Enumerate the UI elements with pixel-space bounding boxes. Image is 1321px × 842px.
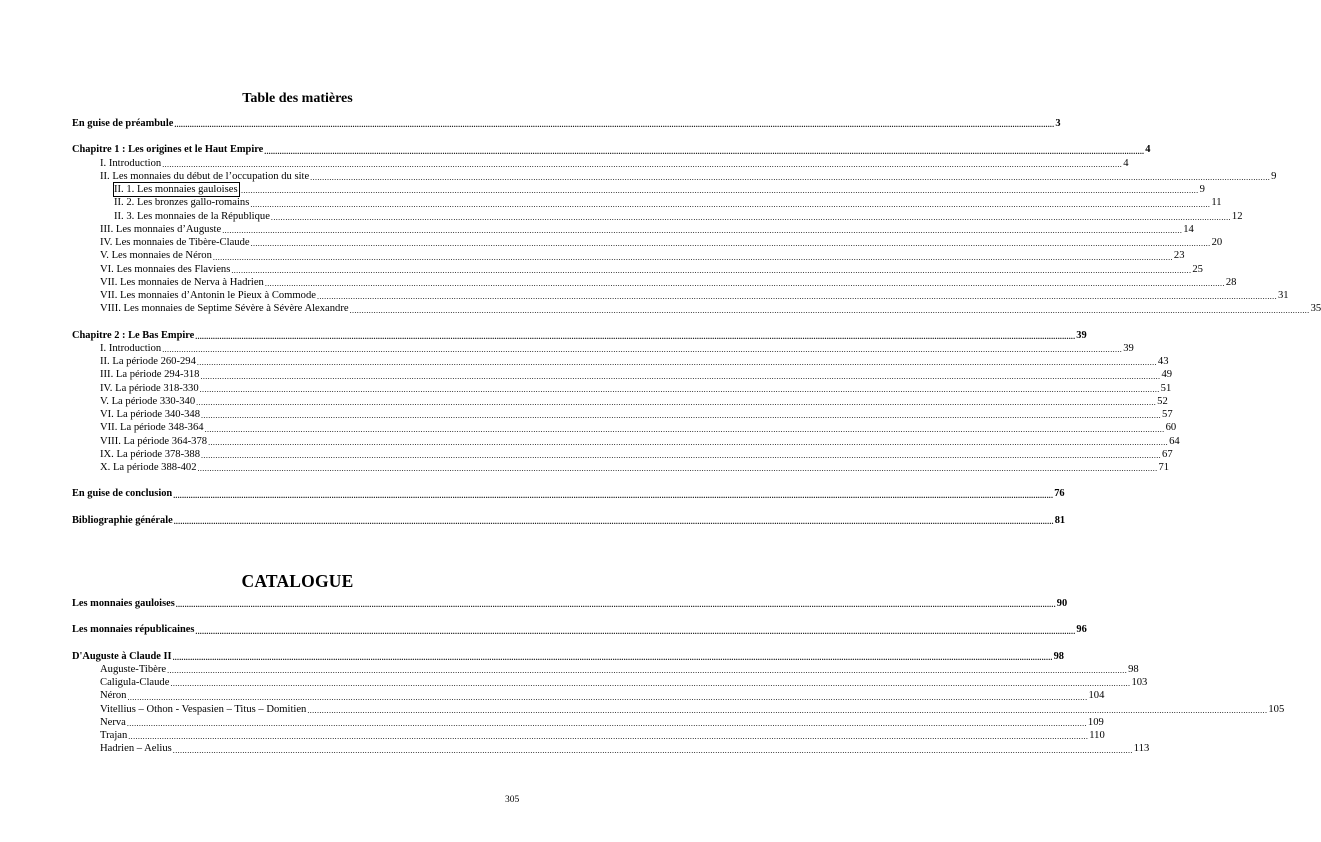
dot-leader: ................................................................................................................................................................................................................................................................................................................................................................................................................ [172,652,1053,662]
toc-entry-label: IV. Les monnaies de Tibère-Claude [100,237,250,248]
toc-entry-page: 49 [1161,369,1173,381]
toc-entry-label: Caligula-Claude [100,677,170,688]
dot-leader: ................................................................................................................................................................................................................................................................................................................................................................................................................ [175,600,1056,610]
toc-entry-page: 39 [1123,342,1134,354]
toc-entry[interactable] [72,302,1321,315]
toc-entry[interactable] [72,289,1289,302]
dot-leader: ................................................................................................................................................................................................................................................................................................................................................................................................................ [127,692,1088,702]
dot-leader: ................................................................................................................................................................................................................................................................................................................................................................................................................ [167,666,1128,675]
toc-entry-heading[interactable] [72,329,1087,342]
group-spacer [72,316,516,329]
dot-leader: ................................................................................................................................................................................................................................................................................................................................................................................................................ [126,719,1087,728]
toc-entry-heading[interactable] [72,623,1087,636]
toc-entry-page: 39 [1076,329,1087,341]
toc-list [72,117,1321,527]
dot-leader: ................................................................................................................................................................................................................................................................................................................................................................................................................ [264,146,1145,156]
toc-entry-label: En guise de préambule [72,118,174,129]
toc-entry[interactable] [72,183,1205,196]
toc-entry-page: 28 [1225,276,1237,288]
toc-entry-label: Les monnaies gauloises [72,598,175,609]
dot-leader: ................................................................................................................................................................................................................................................................................................................................................................................................................ [270,212,1231,222]
dot-leader: ................................................................................................................................................................................................................................................................................................................................................................................................................ [195,626,1076,636]
group-spacer [72,501,516,514]
toc-entry[interactable] [72,276,1237,289]
toc-entry[interactable] [72,716,1104,729]
toc-entry-page: 96 [1076,624,1087,636]
toc-entry-label: VII. Les monnaies de Nerva à Hadrien [100,276,264,288]
toc-entry-label: Hadrien – Aelius [100,743,172,755]
toc-entry-page: 31 [1277,290,1289,301]
toc-entry-label: II. La période 260-294 [100,356,196,367]
toc-entry-label: VI. La période 340-348 [100,409,201,420]
toc-entry-page: 98 [1053,650,1064,662]
toc-entry-page: 25 [1192,263,1203,275]
toc-entry-page: 60 [1165,422,1177,434]
toc-entry-page: 76 [1054,488,1065,500]
dot-leader: ................................................................................................................................................................................................................................................................................................................................................................................................................ [128,732,1089,742]
dot-leader: ................................................................................................................................................................................................................................................................................................................................................................................................................ [208,437,1169,447]
toc-entry[interactable] [72,676,1148,689]
toc-entry-page: 109 [1087,716,1104,728]
toc-entry-page: 23 [1173,250,1185,262]
toc-entry-page: 103 [1131,677,1148,688]
dot-leader: ................................................................................................................................................................................................................................................................................................................................................................................................................ [250,199,1211,209]
toc-entry-label: Les monnaies républicaines [72,624,195,636]
toc-entry-page: 14 [1183,223,1194,235]
toc-entry-page: 3 [1055,118,1061,129]
toc-entry[interactable] [72,170,1277,183]
dot-leader: ................................................................................................................................................................................................................................................................................................................................................................................................................ [162,159,1123,169]
toc-entry[interactable] [72,196,1222,209]
toc-entry-page: 4 [1123,157,1129,169]
toc-entry-label: D'Auguste à Claude II [72,650,172,662]
toc-entry[interactable] [72,663,1139,676]
toc-entry-page: 105 [1268,703,1285,715]
toc-entry-label: III. La période 294-318 [100,369,200,381]
group-spacer [72,637,516,650]
dot-leader: ................................................................................................................................................................................................................................................................................................................................................................................................................ [231,265,1192,275]
toc-entry-label: Bibliographie générale [72,514,173,526]
dot-leader: ................................................................................................................................................................................................................................................................................................................................................................................................................ [264,279,1225,288]
toc-entry-heading[interactable] [72,143,1151,156]
toc-entry-heading[interactable] [72,514,1066,527]
toc-entry-label: II. 1. Les monnaies gauloises [114,184,238,195]
toc-entry[interactable] [72,435,1180,448]
catalogue-title: CATALOGUE [241,571,354,591]
toc-entry[interactable] [72,210,1243,223]
toc-entry[interactable] [72,342,1134,355]
dot-leader: ................................................................................................................................................................................................................................................................................................................................................................................................................ [197,464,1158,474]
toc-title: Table des matières [242,91,353,106]
group-spacer [72,474,516,487]
toc-entry-page: 9 [1271,170,1277,182]
dot-leader: ................................................................................................................................................................................................................................................................................................................................................................................................................ [199,384,1160,394]
toc-entry[interactable] [72,236,1223,249]
toc-entry[interactable] [72,368,1173,381]
toc-entry-label: II. Les monnaies du début de l’occupation du site [100,170,310,182]
toc-entry-page: 4 [1145,144,1151,156]
toc-entry-label: En guise de conclusion [72,488,173,500]
dot-leader: ................................................................................................................................................................................................................................................................................................................................................................................................................ [204,424,1165,434]
toc-entry-page: 35 [1310,303,1321,315]
toc-entry-page: 98 [1128,663,1139,675]
toc-entry[interactable] [72,703,1285,716]
toc-entry[interactable] [72,249,1185,262]
dot-leader: ................................................................................................................................................................................................................................................................................................................................................................................................................ [222,226,1183,235]
toc-entry[interactable] [72,157,1129,170]
toc-entry-label: X. La période 388-402 [100,462,197,473]
toc-entry-page: 52 [1157,395,1168,407]
toc-entry-label: III. Les monnaies d’Auguste [100,223,222,235]
dot-leader: ................................................................................................................................................................................................................................................................................................................................................................................................................ [316,292,1277,302]
dot-leader: ................................................................................................................................................................................................................................................................................................................................................................................................................ [195,331,1076,341]
toc-entry[interactable] [72,382,1172,395]
toc-entry-page: 71 [1158,462,1170,473]
toc-entry-label: II. 2. Les bronzes gallo-romains [114,197,250,209]
toc-entry-label: VII. Les monnaies d’Antonin le Pieux à Commode [100,290,316,301]
dot-leader: ................................................................................................................................................................................................................................................................................................................................................................................................................ [173,516,1054,526]
toc-entry[interactable] [72,448,1173,461]
toc-entry-label: VIII. Les monnaies de Septime Sévère à Sévère Alexandre [100,303,349,315]
toc-entry[interactable] [72,461,1170,474]
dot-leader: ................................................................................................................................................................................................................................................................................................................................................................................................................ [196,398,1157,407]
toc-entry-label: Chapitre 1 : Les origines et le Haut Empire [72,144,264,156]
dot-leader: ................................................................................................................................................................................................................................................................................................................................................................................................................ [173,490,1054,500]
toc-entry-label: I. Introduction [100,342,162,354]
dot-leader: ................................................................................................................................................................................................................................................................................................................................................................................................................ [162,345,1123,354]
toc-entry-label: Auguste-Tibère [100,663,167,675]
toc-entry-page: 20 [1211,237,1223,248]
toc-entry-label: II. 3. Les monnaies de la République [114,210,270,222]
dot-leader: ................................................................................................................................................................................................................................................................................................................................................................................................................ [196,358,1157,368]
toc-entry-label: VIII. La période 364-378 [100,435,208,447]
toc-entry-heading[interactable] [72,597,1068,610]
toc-entry-heading[interactable] [72,487,1065,500]
toc-entry[interactable] [72,395,1168,408]
toc-entry-label: VI. Les monnaies des Flaviens [100,263,231,275]
dot-leader: ................................................................................................................................................................................................................................................................................................................................................................................................................ [310,173,1271,182]
toc-entry-page: 113 [1133,743,1150,755]
toc-entry-label: Trajan [100,730,128,741]
toc-entry[interactable] [72,408,1173,421]
toc-entry-heading[interactable] [72,650,1064,663]
toc-entry[interactable] [72,689,1105,702]
dot-leader: ................................................................................................................................................................................................................................................................................................................................................................................................................ [201,451,1162,460]
dot-leader: ................................................................................................................................................................................................................................................................................................................................................................................................................ [238,186,1199,196]
toc-entry-heading[interactable] [72,117,1061,130]
toc-entry-label: VII. La période 348-364 [100,422,204,434]
dot-leader: ................................................................................................................................................................................................................................................................................................................................................................................................................ [200,371,1161,381]
toc-entry[interactable] [72,421,1177,434]
catalogue-list [72,597,1285,756]
toc-entry-page: 12 [1231,210,1243,222]
toc-entry-page: 67 [1162,448,1173,460]
toc-entry-page: 43 [1157,356,1169,367]
toc-entry[interactable] [72,729,1105,742]
toc-entry-label: Nerva [100,716,126,728]
toc-entry-page: 104 [1088,690,1105,702]
toc-entry-page: 110 [1089,730,1105,741]
dot-leader: ................................................................................................................................................................................................................................................................................................................................................................................................................ [349,305,1310,315]
page-number: 305 [505,795,520,805]
toc-entry-page: 64 [1169,435,1180,447]
dot-leader: ................................................................................................................................................................................................................................................................................................................................................................................................................ [201,411,1162,421]
dot-leader: ................................................................................................................................................................................................................................................................................................................................................................................................................ [172,745,1133,755]
dot-leader: ................................................................................................................................................................................................................................................................................................................................................................................................................ [307,705,1268,715]
toc-entry-label: IX. La période 378-388 [100,448,201,460]
toc-entry[interactable] [72,263,1203,276]
toc-entry[interactable] [72,355,1169,368]
dot-leader: ................................................................................................................................................................................................................................................................................................................................................................................................................ [174,120,1055,130]
dot-leader: ................................................................................................................................................................................................................................................................................................................................................................................................................ [212,252,1173,262]
toc-entry[interactable] [72,742,1150,755]
toc-entry-label: Néron [100,690,127,702]
toc-entry-label: I. Introduction [100,157,162,169]
toc-entry-label: IV. La période 318-330 [100,382,199,394]
toc-entry-page: 81 [1054,514,1066,526]
toc-entry-page: 9 [1199,184,1205,195]
toc-entry[interactable] [72,223,1194,236]
toc-entry-page: 11 [1211,197,1222,209]
toc-entry-label: V. La période 330-340 [100,395,196,407]
dot-leader: ................................................................................................................................................................................................................................................................................................................................................................................................................ [250,239,1211,249]
toc-entry-label: Chapitre 2 : Le Bas Empire [72,329,195,341]
toc-entry-label: Vitellius – Othon - Vespasien – Titus – Domitien [100,703,307,715]
dot-leader: ................................................................................................................................................................................................................................................................................................................................................................................................................ [170,679,1131,689]
toc-entry-page: 90 [1056,598,1068,609]
group-spacer [72,610,516,623]
group-spacer [72,130,516,143]
toc-entry-page: 57 [1162,409,1173,420]
toc-entry-page: 51 [1160,382,1172,394]
toc-entry-label: V. Les monnaies de Néron [100,250,212,262]
